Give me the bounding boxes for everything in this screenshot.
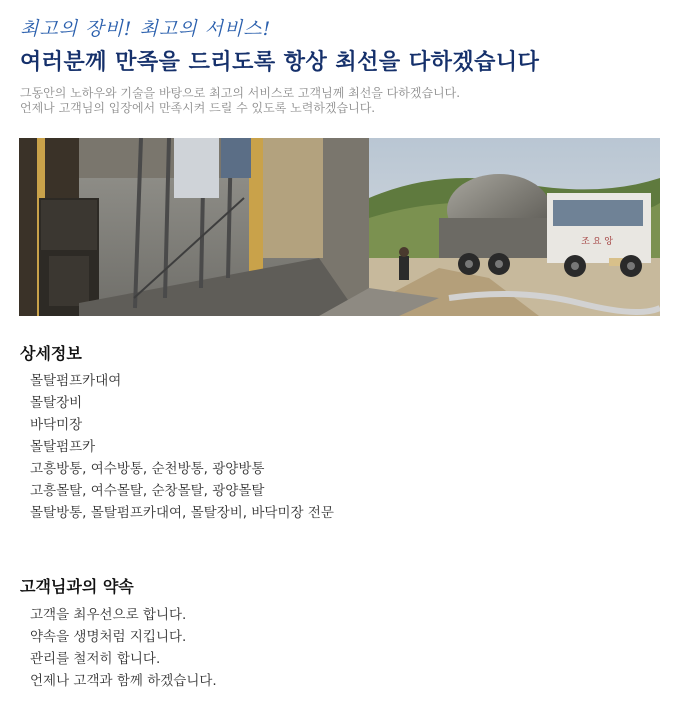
list-item: 몰탈방통, 몰탈펌프카대여, 몰탈장비, 바닥미장 전문 xyxy=(30,505,334,521)
list-item: 몰탈펌프카 xyxy=(30,439,96,455)
page-headline: 여러분께 만족을 드리도록 항상 최선을 다하겠습니다 xyxy=(20,50,540,75)
promise-list xyxy=(30,604,217,692)
intro-text xyxy=(20,86,460,116)
list-item: 고흥방통, 여수방통, 순천방통, 광양방통 xyxy=(30,461,265,477)
list-item: 관리를 철저히 합니다. xyxy=(30,651,161,667)
list-item: 언제나 고객과 함께 하겠습니다. xyxy=(30,673,217,689)
banner-photo xyxy=(19,138,660,316)
promise-section-title: 고객님과의 약속 xyxy=(20,577,134,596)
details-section-title: 상세정보 xyxy=(20,344,82,363)
intro-line: 언제나 고객님의 입장에서 만족시켜 드릴 수 있도록 노력하겠습니다. xyxy=(20,101,376,115)
intro-line: 그동안의 노하우와 기술을 바탕으로 최고의 서비스로 고객님께 최선을 다하겠습니다. xyxy=(20,86,461,100)
list-item: 고객을 최우선으로 합니다. xyxy=(30,607,187,623)
list-item: 바닥미장 xyxy=(30,417,83,433)
list-item: 약속을 생명처럼 지킵니다. xyxy=(30,629,187,645)
truck-text: 조 요 앙 xyxy=(581,237,613,247)
list-item: 몰탈장비 xyxy=(30,395,83,411)
list-item: 몰탈펌프카대여 xyxy=(30,373,122,389)
details-list xyxy=(30,370,334,524)
slogan: 최고의 장비! 최고의 서비스! xyxy=(20,18,272,40)
construction-site-illustration xyxy=(19,138,660,316)
list-item: 고흥몰탈, 여수몰탈, 순창몰탈, 광양몰탈 xyxy=(30,483,265,499)
